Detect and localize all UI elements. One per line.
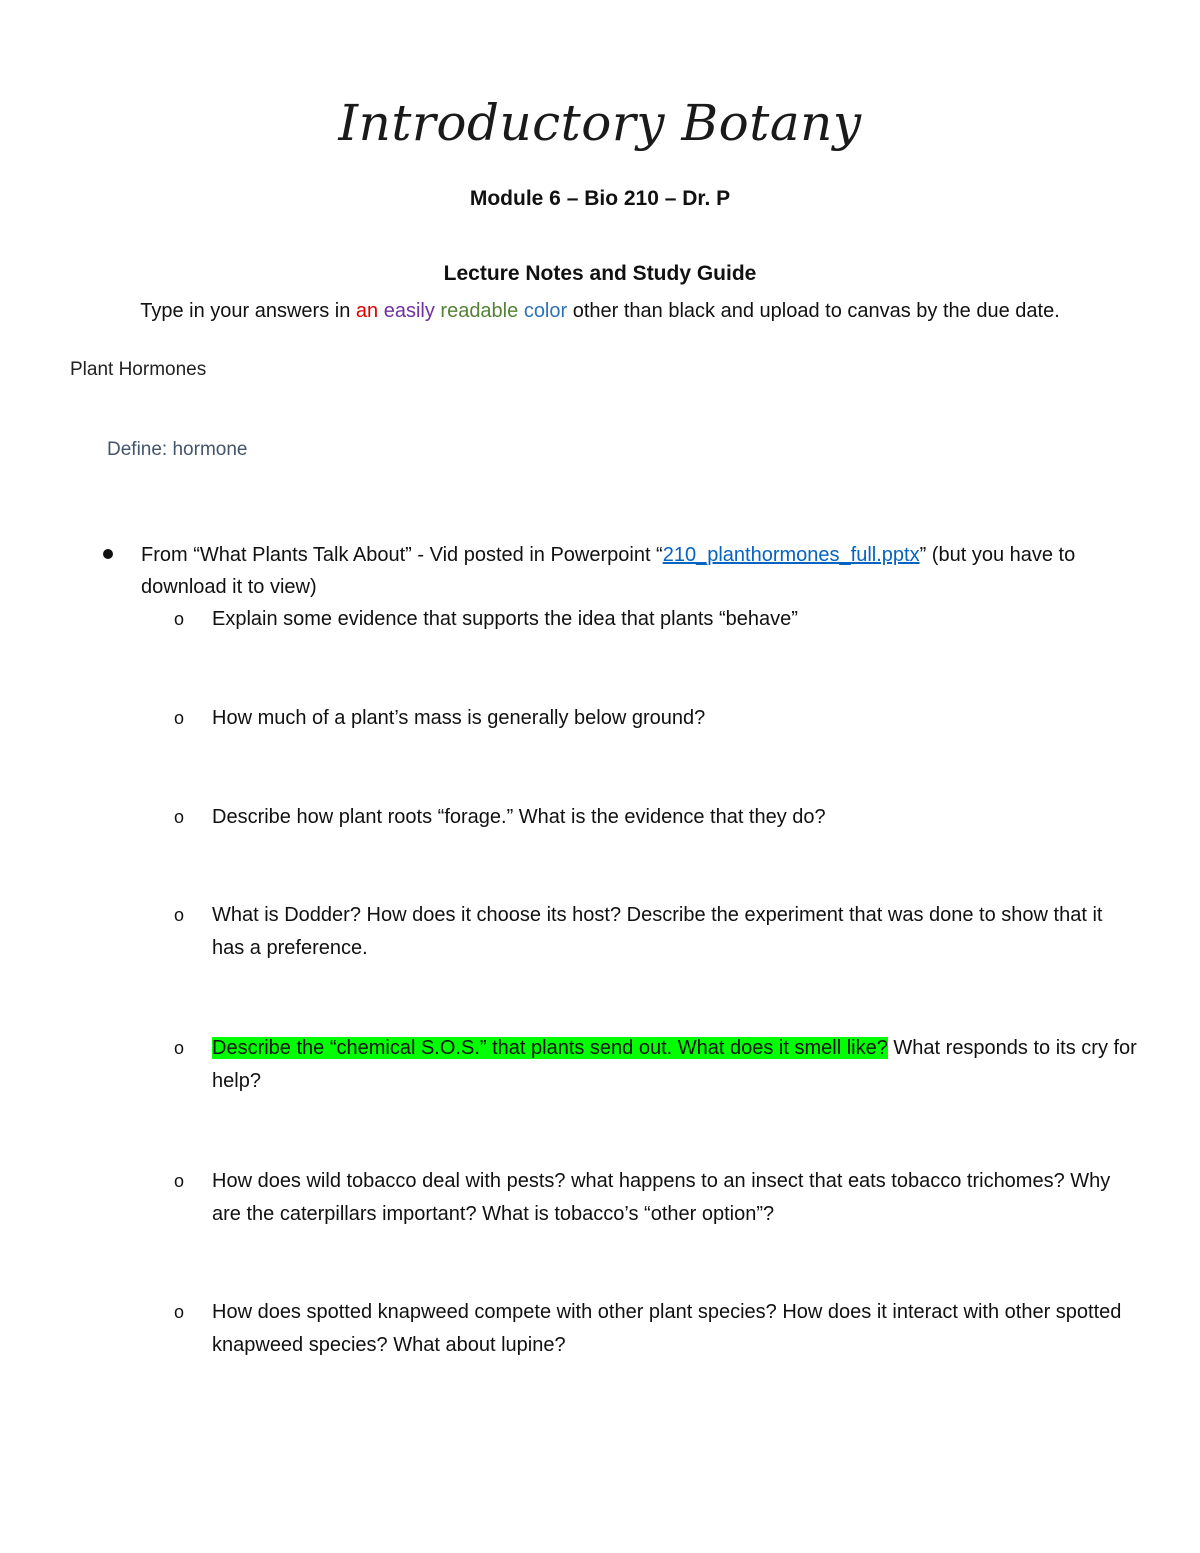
instructions-text-end: other than black and upload to canvas by the due date. [567, 300, 1060, 322]
instructions-word-an: an [355, 300, 379, 322]
bullet-dot-icon [103, 549, 113, 559]
question-text [212, 1032, 1137, 1098]
powerpoint-link[interactable]: 210_planthormones_full.pptx [662, 544, 920, 566]
instructions-word-color: color [523, 300, 568, 322]
question-text: How does spotted knapweed compete with other plant species? How does it interact with other spotted knapweed species? What about lupine? [212, 1301, 1122, 1356]
question-text: Describe how plant roots “forage.” What is the evidence that they do? [212, 806, 826, 828]
section-heading: Plant Hormones [70, 359, 207, 380]
document-title: Introductory Botany [338, 94, 862, 152]
sub-bullet-icon: o [174, 708, 185, 728]
sub-bullet-icon: o [174, 1302, 185, 1322]
instructions [0, 297, 1200, 325]
sub-bullet-icon: o [174, 1038, 185, 1058]
sub-bullet-icon: o [174, 905, 185, 925]
main-bullet-prefix: From “What Plants Talk About” - Vid posted in Powerpoint “ [141, 544, 663, 566]
question-text: Explain some evidence that supports the idea that plants “behave” [212, 608, 798, 630]
main-bullet-text [141, 539, 1141, 603]
main-bullet-suffix: ” (but you have to download it to view) [141, 544, 1076, 598]
highlighted-question-text: Describe the “chemical S.O.S.” that plants send out. What does it smell like? [212, 1037, 888, 1059]
question-text: What is Dodder? How does it choose its host? Describe the experiment that was done to show that it has a preference. [212, 904, 1103, 959]
question-text-rest: What responds to its cry for help? [212, 1037, 1137, 1092]
sub-bullet-icon: o [174, 1171, 185, 1191]
module-subtitle: Module 6 – Bio 210 – Dr. P [469, 187, 731, 210]
instructions-text-start: Type in your answers in [140, 300, 356, 322]
sub-bullet-icon: o [174, 807, 185, 827]
study-guide-title: Lecture Notes and Study Guide [443, 262, 757, 285]
define-prompt: Define: hormone [107, 439, 248, 460]
instructions-word-easily: easily [383, 300, 435, 322]
instructions-word-readable: readable [440, 300, 519, 322]
question-text: How does wild tobacco deal with pests? what happens to an insect that eats tobacco trichomes? Why are the caterpillars important? What is tobacco’s “other option”? [212, 1170, 1111, 1225]
sub-bullet-icon: o [174, 609, 185, 629]
question-text: How much of a plant’s mass is generally below ground? [212, 707, 706, 729]
